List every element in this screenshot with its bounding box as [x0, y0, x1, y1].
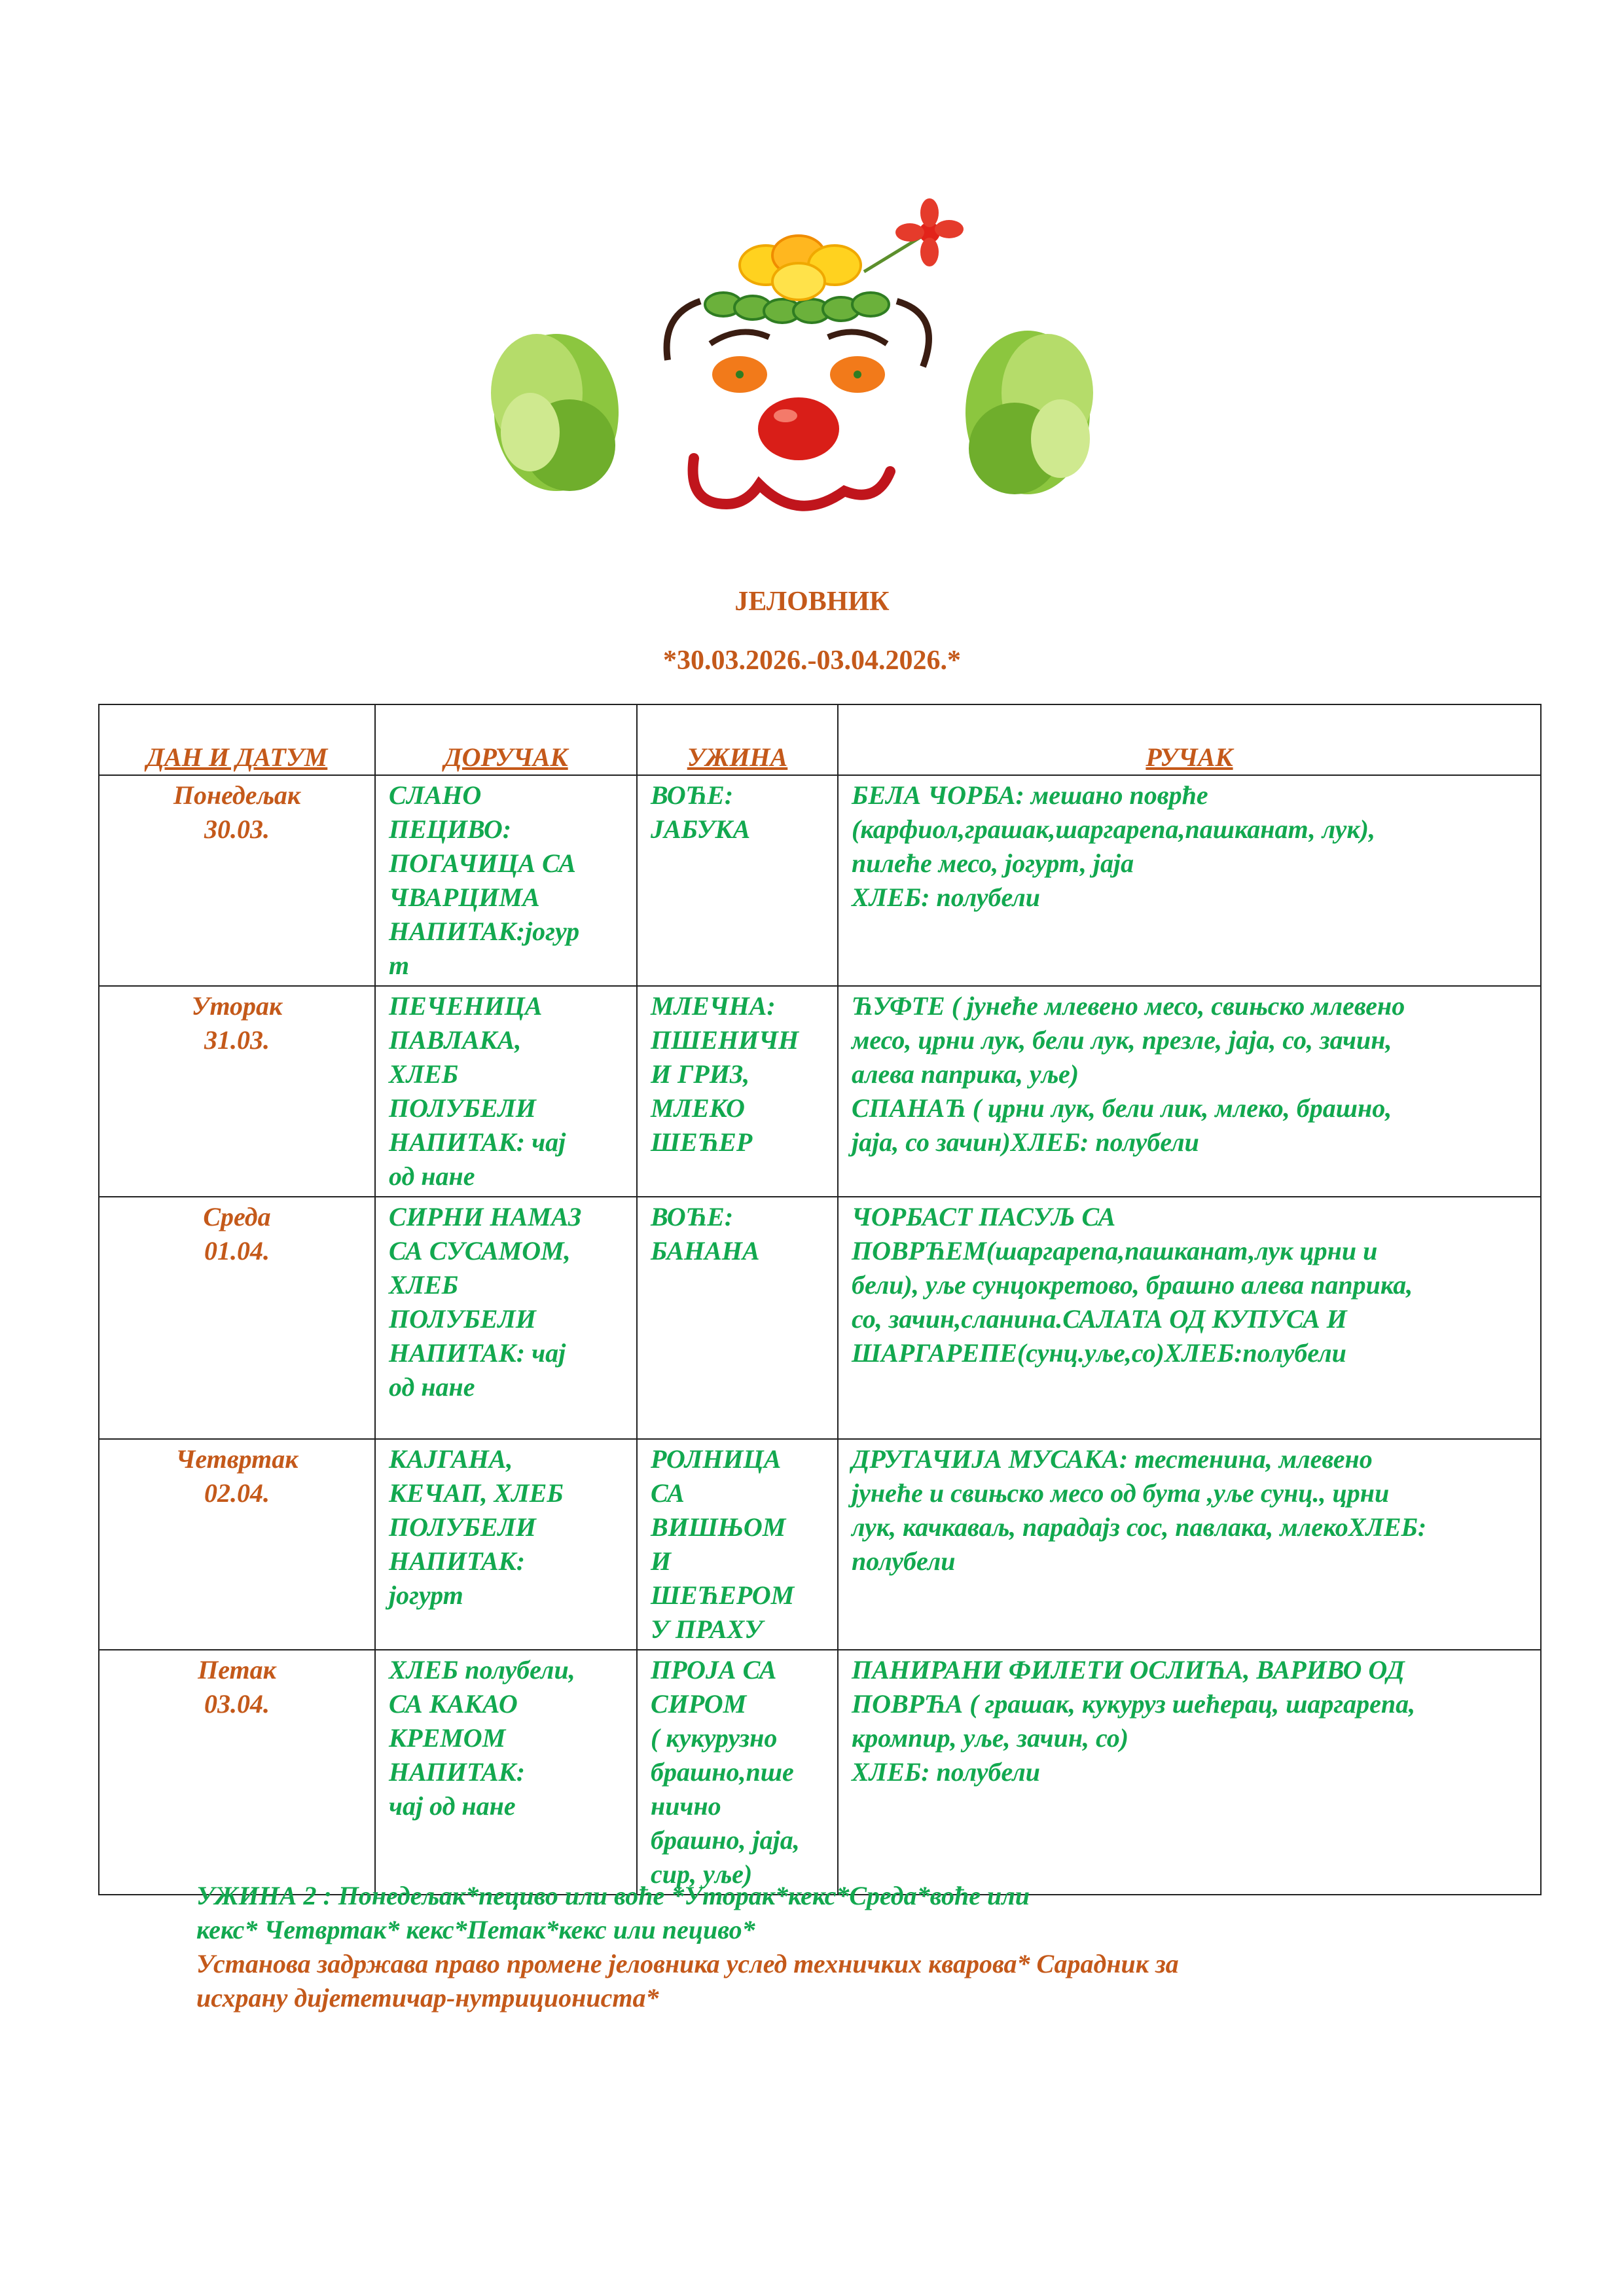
lunch-text-line: ЋУФТЕ ( јунеће млевено месо, свињско млевено: [852, 991, 1405, 1021]
ketchup-smile: [693, 458, 890, 506]
lunch-text-line: БЕЛА ЧОРБА: мешано поврће: [852, 780, 1208, 810]
breakfast-text-line: НАПИТАК:: [389, 1757, 526, 1787]
breakfast-text-line: ПАВЛАКА,: [389, 1025, 522, 1055]
lunch-text-line: ДРУГАЧИЈА МУСАКА: тестенина, млевено: [852, 1444, 1373, 1474]
footer-snack2-line-cont: кекс* Четвртак* кекс*Петак*кекс или пециво*: [196, 1915, 755, 1944]
snack-text-line: ( кукурузно: [651, 1723, 778, 1753]
breakfast-text-line: НАПИТАК: чај: [389, 1338, 566, 1368]
breakfast-text-line: од нане: [389, 1161, 475, 1191]
footer-disclaimer-line: Установа задржава право промене јеловника услед техничких кварова* Сарадник за: [196, 1949, 1179, 1978]
breakfast-text-line: СА КАКАО: [389, 1689, 518, 1719]
lunch-cell: [838, 1439, 1541, 1650]
snack-cell: [637, 986, 838, 1197]
snack-text-line: ШЕЋЕРОМ: [651, 1580, 795, 1610]
breakfast-text-line: ХЛЕБ: [389, 1059, 459, 1089]
breakfast-text-line: од нане: [389, 1372, 475, 1402]
lunch-text-line: алева паприка, уље): [852, 1059, 1079, 1089]
lunch-text-line: кромпир, уље, зачин, со): [852, 1723, 1129, 1753]
breakfast-cell: [375, 1650, 637, 1895]
breakfast-text-line: НАПИТАК:: [389, 1546, 526, 1576]
snack-text-line: сир, уље): [651, 1859, 753, 1889]
snack-text-line: У ПРАХУ: [651, 1614, 763, 1644]
day-name: Четвртак: [175, 1444, 298, 1474]
day-date: 02.04.: [204, 1478, 270, 1508]
breakfast-cell: [375, 775, 637, 986]
snack-text-line: брашно,пше: [651, 1757, 794, 1787]
snack-text-line: ВИШЊОМ: [651, 1512, 786, 1542]
day-cell: [99, 1650, 375, 1895]
lunch-cell: [838, 1650, 1541, 1895]
table-row: [99, 1197, 1541, 1439]
col-header-snack: УЖИНА: [637, 704, 838, 775]
footer-disclaimer-line-cont: исхрану дијететичар-нутриционистa*: [196, 1983, 659, 2013]
footer-snack2-line: УЖИНА 2 : Понедељак*пециво или воће *Уторак*кекс*Среда*воће или: [196, 1881, 1030, 1910]
lunch-text-line: (карфиол,грашак,шаргарепа,пашканат, лук),: [852, 814, 1375, 844]
breakfast-text-line: НАПИТАК:јогур: [389, 917, 580, 946]
menu-title: ЈЕЛОВНИК: [734, 587, 890, 617]
breakfast-text-line: НАПИТАК: чај: [389, 1127, 566, 1157]
breakfast-cell: [375, 1439, 637, 1650]
snack-text-line: И ГРИЗ,: [651, 1059, 750, 1089]
table-row: [99, 1650, 1541, 1895]
breakfast-text-line: КЕЧАП, ХЛЕБ: [389, 1478, 564, 1508]
table-row: [99, 986, 1541, 1197]
day-name: Уторак: [191, 991, 283, 1021]
day-date: 31.03.: [204, 1025, 270, 1055]
menu-table: [98, 704, 1542, 1895]
col-header-breakfast: ДОРУЧАК: [375, 704, 637, 775]
breakfast-text-line: ХЛЕБ: [389, 1270, 459, 1300]
snack-text-line: МЛЕЧНА:: [651, 991, 776, 1021]
menu-dates: *30.03.2026.-03.04.2026.*: [663, 646, 961, 676]
lunch-text-line: месо, црни лук, бели лук, презле, јаја, со, зачин,: [852, 1025, 1392, 1055]
breakfast-text-line: ПОЛУБЕЛИ: [389, 1093, 536, 1123]
tomato-nose: [758, 397, 839, 460]
lunch-text-line: ПАНИРАНИ ФИЛЕТИ ОСЛИЋА, ВАРИВО ОД: [852, 1655, 1405, 1685]
snack-text-line: МЛЕКО: [651, 1093, 745, 1123]
hair-right: [897, 301, 929, 367]
lunch-text-line: полубели: [852, 1546, 956, 1576]
citrus-hat: [740, 236, 861, 300]
lunch-text-line: СПАНАЋ ( црни лук, бели лик, млеко, брашно,: [852, 1093, 1392, 1123]
day-cell: [99, 1197, 375, 1439]
snack-cell: [637, 1439, 838, 1650]
table-row: [99, 775, 1541, 986]
clown-vegetable-illustration: [471, 196, 1126, 563]
snack-text-line: РОЛНИЦА: [651, 1444, 782, 1474]
breakfast-text-line: ЧВАРЦИМА: [389, 883, 540, 912]
day-cell: [99, 775, 375, 986]
eyebrow-left: [710, 332, 769, 344]
breakfast-text-line: т: [389, 951, 410, 980]
snack-cell: [637, 1197, 838, 1439]
lunch-text-line: јаја, со зачин)ХЛЕБ: полубели: [852, 1127, 1199, 1157]
lunch-text-line: пилеће месо, јогурт, јаја: [852, 848, 1134, 878]
lunch-text-line: бели), уље сунцокретово, брашно алева паприка,: [852, 1270, 1413, 1300]
day-date: 03.04.: [204, 1689, 270, 1719]
snack-text-line: И: [651, 1546, 672, 1576]
table-row: [99, 1439, 1541, 1650]
snack-text-line: ВОЋЕ:: [651, 1202, 734, 1231]
day-name: Понедељак: [173, 780, 301, 810]
strawberry-flower: [864, 198, 964, 272]
breakfast-text-line: ХЛЕБ полубели,: [389, 1655, 575, 1685]
lettuce-left: [491, 334, 619, 491]
lunch-text-line: ЧОРБАСТ ПАСУЉ СА: [852, 1202, 1116, 1231]
breakfast-text-line: ПЕЦИВО:: [389, 814, 512, 844]
snack-text-line: СИРОМ: [651, 1689, 747, 1719]
day-cell: [99, 986, 375, 1197]
lunch-cell: [838, 1197, 1541, 1439]
lunch-text-line: со, зачин,сланина.САЛАТА ОД КУПУСА И: [852, 1304, 1347, 1334]
breakfast-text-line: ПОЛУБЕЛИ: [389, 1512, 536, 1542]
breakfast-cell: [375, 1197, 637, 1439]
snack-text-line: ШЕЋЕР: [651, 1127, 753, 1157]
breakfast-text-line: СА СУСАМОМ,: [389, 1236, 571, 1266]
table-header-row: [99, 704, 1541, 775]
hair-left: [667, 301, 700, 360]
day-date: 30.03.: [204, 814, 270, 844]
lunch-text-line: лук, качкаваљ, парадајз сос, павлака, млекоХЛЕБ:: [852, 1512, 1427, 1542]
snack-text-line: ПРОЈА СА: [651, 1655, 777, 1685]
lunch-text-line: ШАРГАРЕПЕ(сунц.уље,со)ХЛЕБ:полубели: [852, 1338, 1346, 1368]
snack-text-line: ЈАБУКА: [651, 814, 751, 844]
lettuce-right: [965, 331, 1093, 494]
snack-text-line: нично: [651, 1791, 721, 1821]
lunch-text-line: ХЛЕБ: полубели: [852, 883, 1041, 912]
lunch-text-line: јунеће и свињско месо од бута ,уље сунц., црни: [852, 1478, 1390, 1508]
snack-cell: [637, 1650, 838, 1895]
snack-cell: [637, 775, 838, 986]
lunch-text-line: ПОВРЋА ( грашак, кукуруз шећерац, шаргарепа,: [852, 1689, 1416, 1719]
lunch-cell: [838, 986, 1541, 1197]
breakfast-text-line: КАЈГАНА,: [389, 1444, 513, 1474]
lunch-cell: [838, 775, 1541, 986]
lunch-text-line: ПОВРЋЕМ(шаргарепа,пашканат,лук црни и: [852, 1236, 1378, 1266]
day-date: 01.04.: [204, 1236, 270, 1266]
lunch-text-line: ХЛЕБ: полубели: [852, 1757, 1041, 1787]
breakfast-text-line: јогурт: [389, 1580, 463, 1610]
day-cell: [99, 1439, 375, 1650]
day-name: Среда: [203, 1202, 271, 1231]
breakfast-text-line: чај од нане: [389, 1791, 516, 1821]
breakfast-text-line: КРЕМОМ: [389, 1723, 506, 1753]
breakfast-text-line: СЛАНО: [389, 780, 482, 810]
breakfast-text-line: ПОГАЧИЦА СА: [389, 848, 576, 878]
col-header-lunch: РУЧАК: [838, 704, 1541, 775]
snack-text-line: ВОЋЕ:: [651, 780, 734, 810]
breakfast-text-line: ПОЛУБЕЛИ: [389, 1304, 536, 1334]
breakfast-text-line: СИРНИ НАМАЗ: [389, 1202, 582, 1231]
breakfast-cell: [375, 986, 637, 1197]
day-name: Петак: [198, 1655, 276, 1685]
snack-text-line: БАНАНА: [651, 1236, 760, 1266]
footer-notes: [196, 1879, 1440, 2015]
breakfast-text-line: ПЕЧЕНИЦА: [389, 991, 543, 1021]
snack-text-line: брашно, јаја,: [651, 1825, 800, 1855]
eyebrow-right: [828, 332, 887, 344]
snack-text-line: ПШЕНИЧН: [651, 1025, 799, 1055]
snack-text-line: СА: [651, 1478, 685, 1508]
col-header-day: ДАН И ДАТУМ: [99, 704, 375, 775]
